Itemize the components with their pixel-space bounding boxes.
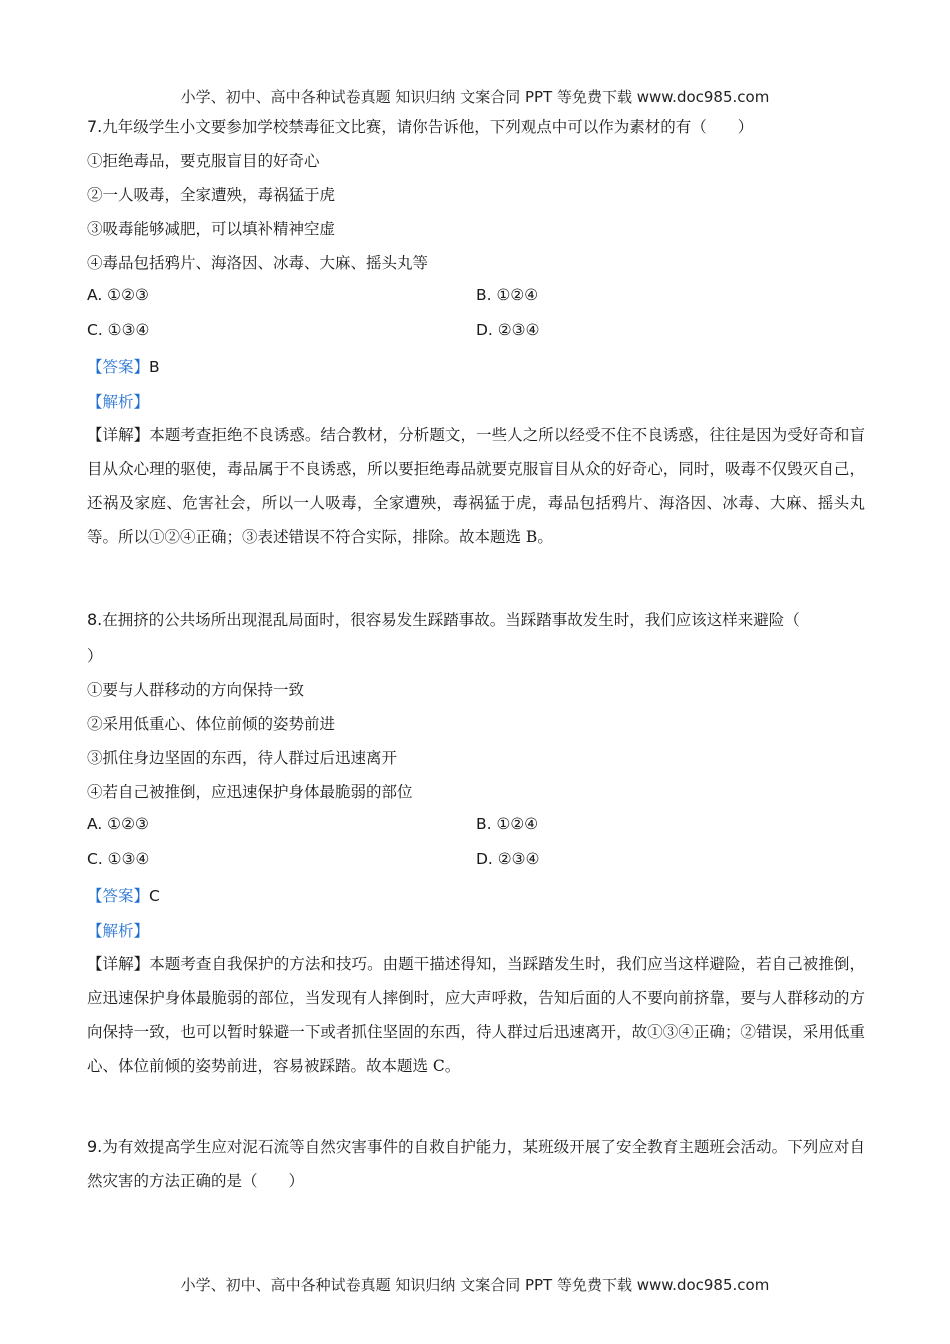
q8-stem [87, 609, 865, 631]
q7-detail [87, 418, 865, 554]
q7-detail-text: 本题考查拒绝不良诱惑。结合教材，分析题文，一些人之所以经受不住不良诱惑，往往是因为受好奇和盲目从众心理的驱使，毒品属于不良诱惑，所以要拒绝毒品就要克服盲目从众的好奇心，同时，吸毒不仅毁灭自己，还祸及家庭、危害社会，所以一人吸毒，全家遭殃，毒祸猛于虎，毒品包括鸦片、海洛因、冰毒、大麻、摇头丸等。所以①②④正确；③表述错误不符合实际，排除。故本题选 B。 [87, 426, 865, 546]
q7-option-c: C. ①③④ [87, 321, 150, 339]
q9-stem [87, 1130, 865, 1198]
q7-statement-3: ③吸毒能够减肥，可以填补精神空虚 [87, 220, 336, 238]
q8-stem-cont: ） [87, 647, 103, 665]
q7-option-d: D. ②③④ [476, 321, 540, 339]
q8-detail-text: 本题考查自我保护的方法和技巧。由题干描述得知，当踩踏发生时，我们应当这样避险，若自己被推倒，应迅速保护身体最脆弱的部位，当发现有人摔倒时，应大声呼救，告知后面的人不要向前挤靠，要与人群移动的方向保持一致，也可以暂时躲避一下或者抓住坚固的东西，待人群过后迅速离开，故①③④正确；②错误，采用低重心、体位前倾的姿势前进，容易被踩踏。故本题选 C。 [87, 955, 865, 1075]
q8-statement-3: ③抓住身边坚固的东西，待人群过后迅速离开 [87, 749, 398, 767]
q7-answer-line [87, 356, 865, 378]
q7-option-b: B. ①②④ [476, 286, 539, 304]
q8-option-a: A. ①②③ [87, 815, 149, 833]
footer-banner: 小学、初中、高中各种试卷真题 知识归纳 文案合同 PPT 等免费下载 www.doc985.com [180, 1276, 770, 1294]
q8-analysis-line [87, 920, 865, 942]
q7-stem [87, 116, 865, 138]
q9-number: 9. [87, 1137, 103, 1156]
q7-statement-2: ②一人吸毒，全家遭殃，毒祸猛于虎 [87, 186, 336, 204]
q8-answer-line [87, 885, 865, 907]
q8-detail [87, 947, 865, 1083]
q7-number: 7. [87, 117, 103, 136]
q9-stem-text: 为有效提高学生应对泥石流等自然灾害事件的自救自护能力，某班级开展了安全教育主题班会活动。下列应对自然灾害的方法正确的是（ ） [87, 1138, 865, 1190]
q7-option-a: A. ①②③ [87, 286, 149, 304]
q8-statement-4: ④若自己被推倒，应迅速保护身体最脆弱的部位 [87, 783, 413, 801]
q7-statement-1: ①拒绝毒品，要克服盲目的好奇心 [87, 152, 320, 170]
q8-detail-label: 【详解】 [87, 955, 150, 973]
q8-stem-text: 在拥挤的公共场所出现混乱局面时，很容易发生踩踏事故。当踩踏事故发生时，我们应该这样来避险（ [102, 611, 800, 629]
q7-stem-text: 九年级学生小文要参加学校禁毒征文比赛，请你告诉他，下列观点中可以作为素材的有（ ） [102, 118, 754, 136]
header-banner: 小学、初中、高中各种试卷真题 知识归纳 文案合同 PPT 等免费下载 www.doc985.com [180, 88, 770, 106]
q8-number: 8. [87, 610, 103, 629]
q8-answer-value: C [149, 887, 160, 905]
q7-detail-label: 【详解】 [87, 426, 150, 444]
q8-analysis-label: 【解析】 [87, 922, 150, 940]
q8-statement-1: ①要与人群移动的方向保持一致 [87, 681, 305, 699]
q7-analysis-label: 【解析】 [87, 393, 150, 411]
q7-answer-value: B [149, 358, 160, 376]
q8-answer-label: 【答案】 [87, 887, 150, 905]
q7-answer-label: 【答案】 [87, 358, 150, 376]
q8-option-d: D. ②③④ [476, 850, 540, 868]
q8-option-b: B. ①②④ [476, 815, 539, 833]
q7-analysis-line [87, 391, 865, 413]
q8-statement-2: ②采用低重心、体位前倾的姿势前进 [87, 715, 336, 733]
q8-option-c: C. ①③④ [87, 850, 150, 868]
q7-statement-4: ④毒品包括鸦片、海洛因、冰毒、大麻、摇头丸等 [87, 254, 429, 272]
